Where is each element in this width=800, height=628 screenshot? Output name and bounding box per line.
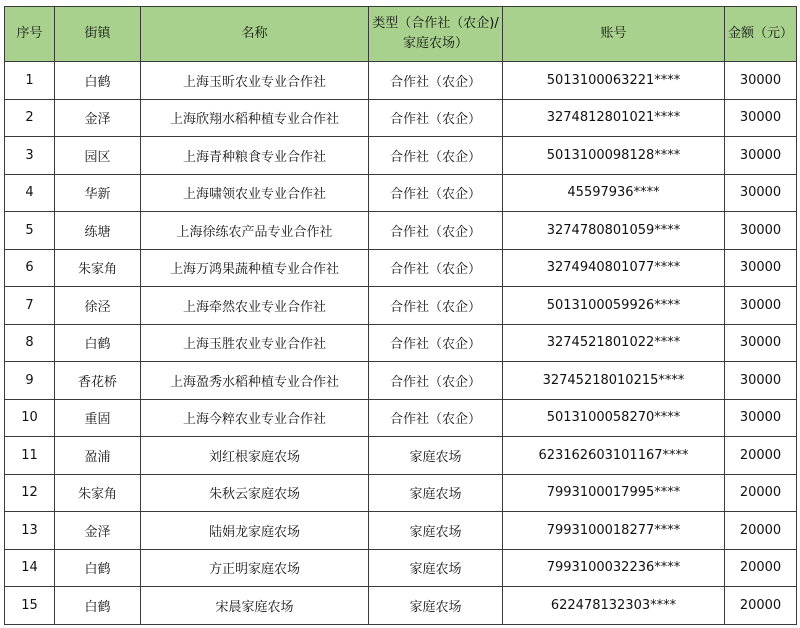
cell-name: 上海今粹农业专业合作社: [141, 399, 369, 437]
cell-name: 刘红根家庭农场: [141, 437, 369, 475]
cell-account: 45597936****: [503, 174, 725, 212]
header-type: 类型（合作社（农企)/家庭农场）: [369, 7, 503, 62]
cell-index: 11: [5, 437, 55, 475]
cell-name: 方正明家庭农场: [141, 549, 369, 587]
cell-amount: 30000: [725, 324, 797, 362]
cell-amount: 30000: [725, 287, 797, 325]
cell-index: 6: [5, 249, 55, 287]
table-row: [5, 399, 797, 437]
cell-account: 7993100032236****: [503, 549, 725, 587]
header-index: 序号: [5, 7, 55, 62]
cell-index: 4: [5, 174, 55, 212]
header-town: 街镇: [55, 7, 141, 62]
cell-name: 上海啸领农业专业合作社: [141, 174, 369, 212]
cell-index: 14: [5, 549, 55, 587]
cell-town: 重固: [55, 399, 141, 437]
cell-name: 宋晨家庭农场: [141, 587, 369, 625]
cell-name: 陆娟龙家庭农场: [141, 512, 369, 550]
table-row: [5, 212, 797, 250]
subsidy-table: [4, 6, 797, 625]
cell-town: 盈浦: [55, 437, 141, 475]
table-header-row: [5, 7, 797, 62]
header-amount: 金额（元）: [725, 7, 797, 62]
table-row: [5, 549, 797, 587]
cell-type: 家庭农场: [369, 587, 503, 625]
cell-name: 朱秋云家庭农场: [141, 474, 369, 512]
cell-type: 家庭农场: [369, 437, 503, 475]
cell-amount: 20000: [725, 512, 797, 550]
cell-index: 12: [5, 474, 55, 512]
cell-index: 5: [5, 212, 55, 250]
cell-account: 3274940801077****: [503, 249, 725, 287]
cell-amount: 30000: [725, 362, 797, 400]
cell-account: 5013100063221****: [503, 62, 725, 100]
cell-index: 2: [5, 99, 55, 137]
cell-amount: 30000: [725, 249, 797, 287]
cell-name: 上海玉胜农业专业合作社: [141, 324, 369, 362]
cell-type: 合作社（农企）: [369, 174, 503, 212]
cell-index: 13: [5, 512, 55, 550]
cell-town: 白鹤: [55, 324, 141, 362]
cell-account: 5013100098128****: [503, 137, 725, 175]
cell-name: 上海玉昕农业专业合作社: [141, 62, 369, 100]
cell-type: 家庭农场: [369, 474, 503, 512]
cell-type: 合作社（农企）: [369, 212, 503, 250]
cell-name: 上海徐练农产品专业合作社: [141, 212, 369, 250]
cell-type: 合作社（农企）: [369, 287, 503, 325]
cell-index: 1: [5, 62, 55, 100]
cell-account: 32745218010215****: [503, 362, 725, 400]
cell-town: 徐泾: [55, 287, 141, 325]
cell-town: 白鹤: [55, 62, 141, 100]
cell-amount: 20000: [725, 587, 797, 625]
table-row: [5, 474, 797, 512]
cell-town: 园区: [55, 137, 141, 175]
cell-account: 3274780801059****: [503, 212, 725, 250]
cell-type: 合作社（农企）: [369, 324, 503, 362]
cell-amount: 20000: [725, 474, 797, 512]
cell-amount: 30000: [725, 399, 797, 437]
cell-town: 白鹤: [55, 549, 141, 587]
cell-account: 623162603101167****: [503, 437, 725, 475]
table-row: [5, 437, 797, 475]
cell-name: 上海盈秀水稻种植专业合作社: [141, 362, 369, 400]
table-row: [5, 587, 797, 625]
cell-account: 5013100058270****: [503, 399, 725, 437]
cell-account: 7993100018277****: [503, 512, 725, 550]
header-account: 账号: [503, 7, 725, 62]
cell-amount: 20000: [725, 549, 797, 587]
cell-amount: 20000: [725, 437, 797, 475]
cell-type: 家庭农场: [369, 549, 503, 587]
cell-amount: 30000: [725, 212, 797, 250]
cell-index: 8: [5, 324, 55, 362]
cell-type: 合作社（农企）: [369, 249, 503, 287]
table-row: [5, 324, 797, 362]
table-row: [5, 174, 797, 212]
cell-name: 上海欣翔水稻种植专业合作社: [141, 99, 369, 137]
table-row: [5, 362, 797, 400]
cell-amount: 30000: [725, 174, 797, 212]
cell-amount: 30000: [725, 62, 797, 100]
table-row: [5, 287, 797, 325]
cell-amount: 30000: [725, 137, 797, 175]
cell-type: 合作社（农企）: [369, 62, 503, 100]
cell-account: 622478132303****: [503, 587, 725, 625]
cell-type: 合作社（农企）: [369, 399, 503, 437]
cell-account: 3274812801021****: [503, 99, 725, 137]
cell-type: 合作社（农企）: [369, 99, 503, 137]
cell-name: 上海万鸿果蔬种植专业合作社: [141, 249, 369, 287]
cell-index: 15: [5, 587, 55, 625]
cell-town: 练塘: [55, 212, 141, 250]
cell-type: 合作社（农企）: [369, 362, 503, 400]
cell-town: 金泽: [55, 99, 141, 137]
table-row: [5, 249, 797, 287]
table-row: [5, 99, 797, 137]
cell-town: 白鹤: [55, 587, 141, 625]
cell-account: 3274521801022****: [503, 324, 725, 362]
cell-name: 上海青种粮食专业合作社: [141, 137, 369, 175]
cell-town: 华新: [55, 174, 141, 212]
cell-town: 朱家角: [55, 474, 141, 512]
cell-index: 10: [5, 399, 55, 437]
table-row: [5, 62, 797, 100]
cell-town: 朱家角: [55, 249, 141, 287]
cell-town: 金泽: [55, 512, 141, 550]
cell-amount: 30000: [725, 99, 797, 137]
header-name: 名称: [141, 7, 369, 62]
cell-type: 合作社（农企）: [369, 137, 503, 175]
cell-index: 3: [5, 137, 55, 175]
table-row: [5, 512, 797, 550]
cell-type: 家庭农场: [369, 512, 503, 550]
cell-account: 5013100059926****: [503, 287, 725, 325]
cell-town: 香花桥: [55, 362, 141, 400]
cell-account: 7993100017995****: [503, 474, 725, 512]
cell-index: 9: [5, 362, 55, 400]
table-row: [5, 137, 797, 175]
table-body: [5, 62, 797, 625]
cell-name: 上海牵然农业专业合作社: [141, 287, 369, 325]
cell-index: 7: [5, 287, 55, 325]
